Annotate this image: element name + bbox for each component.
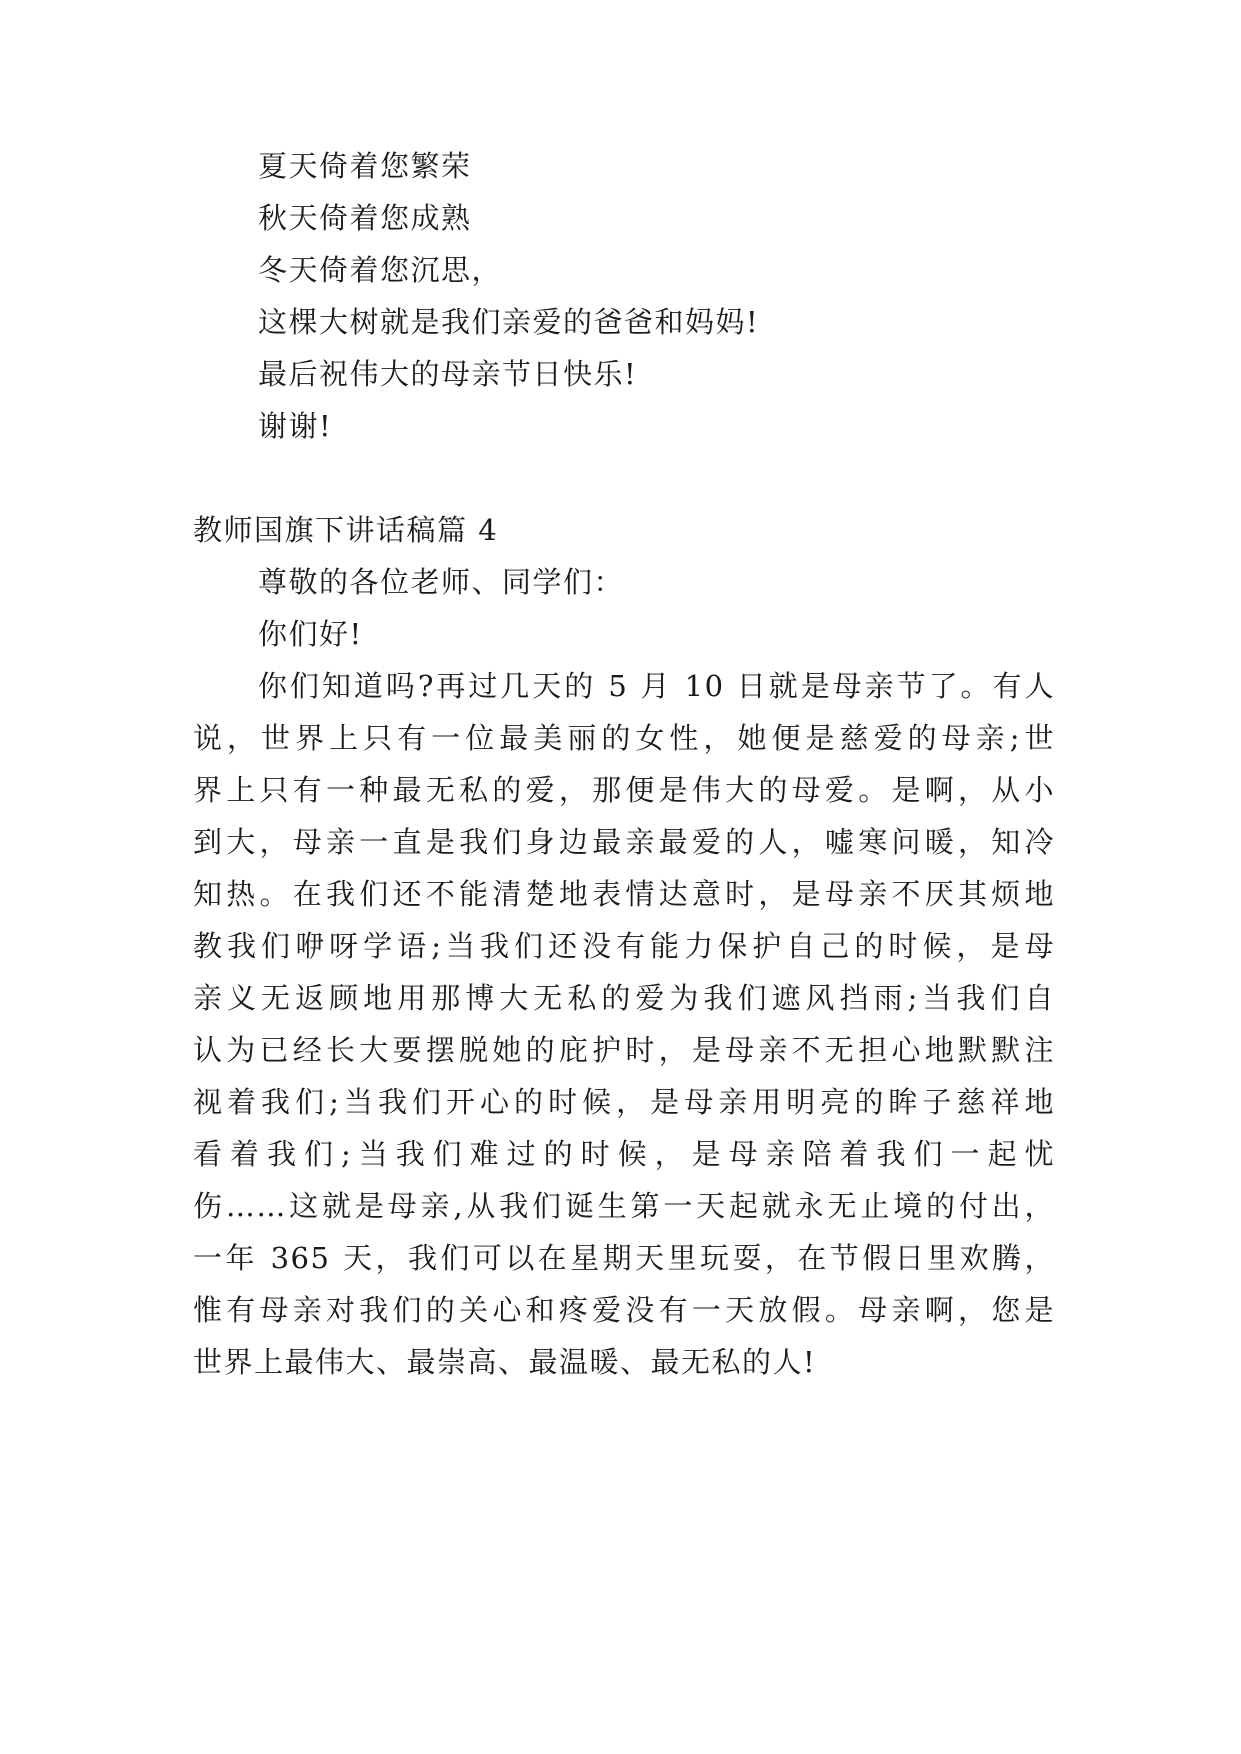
paragraph-line: 世界上最伟大、最崇高、最温暖、最无私的人!	[193, 1345, 817, 1379]
poem-line: 冬天倚着您沉思，	[258, 253, 503, 287]
paragraph-line: 伤……这就是母亲,从我们诞生第一天起就永无止境的付出，	[193, 1189, 1055, 1223]
section-title: 教师国旗下讲话稿篇 4	[193, 513, 499, 547]
greeting-line: 尊敬的各位老师、同学们：	[258, 565, 625, 599]
paragraph-line: 教我们咿呀学语;当我们还没有能力保护自己的时候，是母	[193, 929, 1055, 963]
hello-line: 你们好!	[258, 617, 363, 651]
poem-line: 秋天倚着您成熟	[258, 201, 472, 235]
paragraph-line: 到大，母亲一直是我们身边最亲最爱的人，嘘寒问暖，知冷	[193, 825, 1055, 859]
poem-line: 这棵大树就是我们亲爱的爸爸和妈妈!	[258, 305, 760, 339]
paragraph-line: 知热。在我们还不能清楚地表情达意时，是母亲不厌其烦地	[193, 877, 1055, 911]
paragraph-line: 看着我们;当我们难过的时候，是母亲陪着我们一起忧	[193, 1137, 1055, 1171]
paragraph-line: 认为已经长大要摆脱她的庇护时，是母亲不无担心地默默注	[193, 1033, 1055, 1067]
paragraph-line: 一年 365 天，我们可以在星期天里玩耍，在节假日里欢腾，	[193, 1241, 1055, 1275]
paragraph-line: 视着我们;当我们开心的时候，是母亲用明亮的眸子慈祥地	[193, 1085, 1055, 1119]
paragraph-line: 亲义无返顾地用那博大无私的爱为我们遮风挡雨;当我们自	[193, 981, 1055, 1015]
paragraph-line: 说，世界上只有一位最美丽的女性，她便是慈爱的母亲;世	[193, 721, 1055, 755]
poem-line: 谢谢!	[258, 409, 333, 443]
paragraph-line: 界上只有一种最无私的爱，那便是伟大的母爱。是啊，从小	[193, 773, 1055, 807]
paragraph-line: 你们知道吗?再过几天的 5 月 10 日就是母亲节了。有人	[258, 669, 1055, 703]
poem-line: 夏天倚着您繁荣	[258, 149, 472, 183]
paragraph-line: 惟有母亲对我们的关心和疼爱没有一天放假。母亲啊，您是	[193, 1293, 1055, 1327]
poem-line: 最后祝伟大的母亲节日快乐!	[258, 357, 638, 391]
